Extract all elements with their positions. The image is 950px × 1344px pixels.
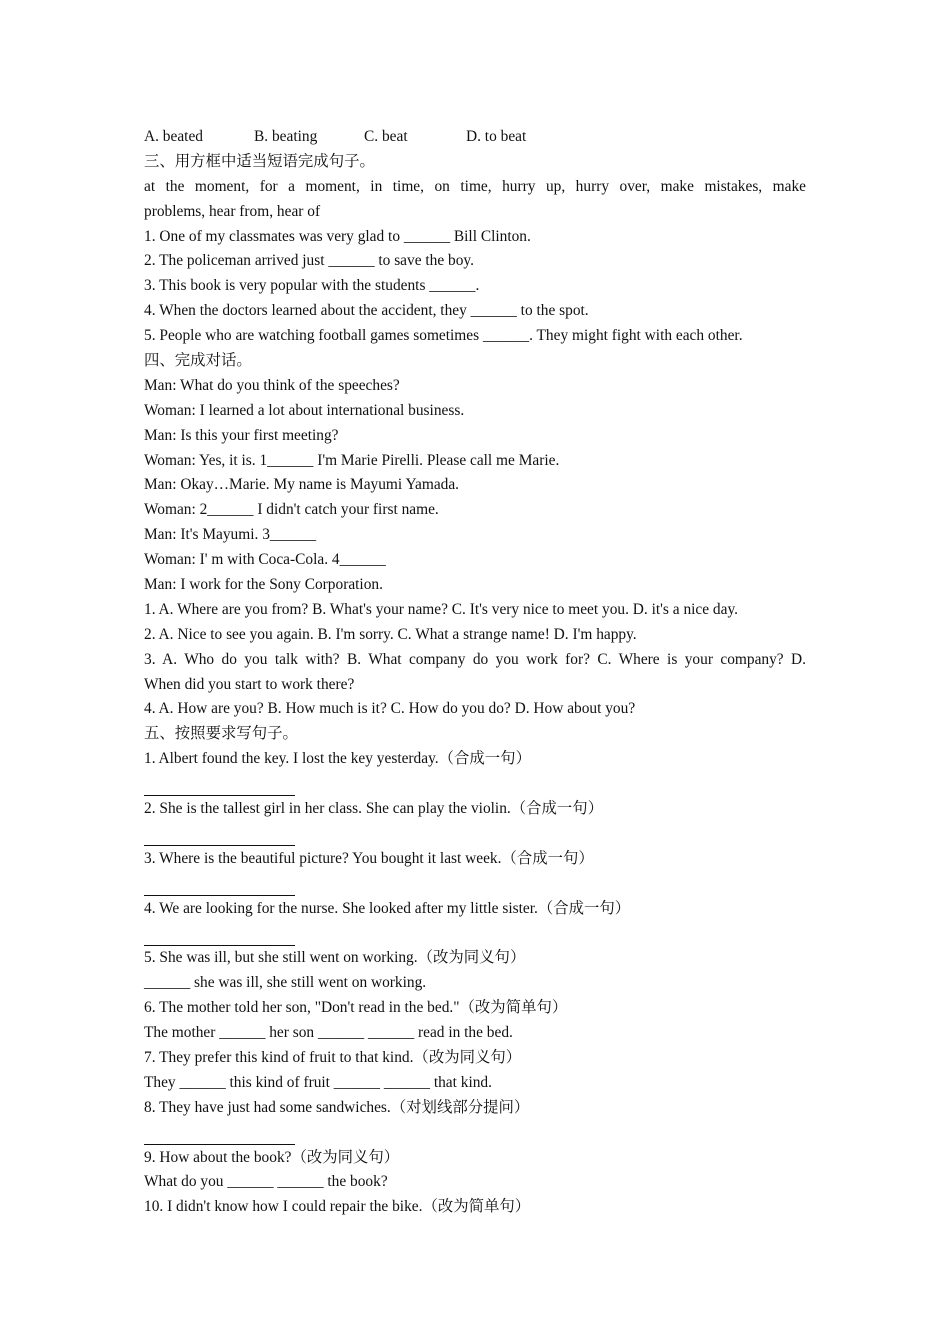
dialogue-line: Woman: 2______ I didn't catch your first name. xyxy=(144,501,439,519)
answer-blank[interactable] xyxy=(144,822,806,847)
phrase-box-line-2: problems, hear from, hear of xyxy=(144,202,321,220)
dialogue-line: Man: Is this your first meeting? xyxy=(144,426,339,444)
answer-underline xyxy=(144,880,295,896)
rewrite-q1: 1. Albert found the key. I lost the key yesterday.（合成一句） xyxy=(144,750,531,768)
answer-underline xyxy=(144,930,295,946)
worksheet-content xyxy=(144,125,806,1220)
option-c: C. beat xyxy=(364,128,408,145)
dialogue-line: Man: Okay…Marie. My name is Mayumi Yamada. xyxy=(144,476,460,494)
option-d: D. to beat xyxy=(466,128,527,145)
dialogue-line: Man: What do you think of the speeches? xyxy=(144,376,400,394)
rewrite-q8: 8. They have just had some sandwiches.（对划线部分提问） xyxy=(144,1098,530,1116)
rewrite-q7-answer: They ______ this kind of fruit ______ ______ that kind. xyxy=(144,1073,492,1091)
rewrite-q5: 5. She was ill, but she still went on working.（改为同义句） xyxy=(144,949,526,967)
answer-blank[interactable] xyxy=(144,872,806,897)
rewrite-q6: 6. The mother told her son, "Don't read in the bed."（改为简单句） xyxy=(144,999,568,1017)
rewrite-q3: 3. Where is the beautiful picture? You bought it last week.（合成一句） xyxy=(144,849,594,867)
rewrite-q9-answer: What do you ______ ______ the book? xyxy=(144,1173,388,1191)
choice-q2: 2. A. Nice to see you again. B. I'm sorry. C. What a strange name! D. I'm happy. xyxy=(144,625,637,643)
answer-underline xyxy=(144,830,295,846)
rewrite-q9: 9. How about the book?（改为同义句） xyxy=(144,1148,400,1166)
answer-blank[interactable] xyxy=(144,1121,806,1146)
section5-heading: 五、按照要求写句子。 xyxy=(144,725,298,743)
rewrite-q6-answer: The mother ______ her son ______ ______ read in the bed. xyxy=(144,1024,513,1042)
dialogue-line: Woman: Yes, it is. 1______ I'm Marie Pirelli. Please call me Marie. xyxy=(144,451,560,469)
rewrite-q10: 10. I didn't know how I could repair the bike.（改为简单句） xyxy=(144,1198,531,1216)
dialogue-line: Woman: I learned a lot about international business. xyxy=(144,401,465,419)
options-line xyxy=(144,125,806,150)
dialogue-line: Woman: I' m with Coca-Cola. 4______ xyxy=(144,551,386,569)
choice-q3-line-2: When did you start to work there? xyxy=(144,675,355,693)
choice-q3-line-1: 3. A. Who do you talk with? B. What company do you work for? C. Where is your company? D. xyxy=(144,650,806,668)
rewrite-q4: 4. We are looking for the nurse. She looked after my little sister.（合成一句） xyxy=(144,899,631,917)
answer-underline xyxy=(144,780,295,796)
section3-item: 1. One of my classmates was very glad to ______ Bill Clinton. xyxy=(144,227,531,245)
section4-heading: 四、完成对话。 xyxy=(144,352,252,370)
option-a: A. beated xyxy=(144,128,203,145)
answer-blank[interactable] xyxy=(144,922,806,947)
section3-item: 2. The policeman arrived just ______ to save the boy. xyxy=(144,252,474,270)
dialogue-line: Man: It's Mayumi. 3______ xyxy=(144,526,317,544)
section3-item: 5. People who are watching football games sometimes ______. They might fight with each other. xyxy=(144,327,743,345)
section3-heading: 三、用方框中适当短语完成句子。 xyxy=(144,152,375,170)
choice-q1: 1. A. Where are you from? B. What's your name? C. It's very nice to meet you. D. it's a nice day. xyxy=(144,600,738,618)
phrase-box-line-1: at the moment, for a moment, in time, on time, hurry up, hurry over, make mistakes, make xyxy=(144,177,806,195)
answer-blank[interactable] xyxy=(144,772,806,797)
rewrite-q2: 2. She is the tallest girl in her class. She can play the violin.（合成一句） xyxy=(144,800,604,818)
answer-underline xyxy=(144,1129,295,1145)
section3-item: 3. This book is very popular with the students ______. xyxy=(144,277,480,295)
dialogue-line: Man: I work for the Sony Corporation. xyxy=(144,576,383,594)
rewrite-q7: 7. They prefer this kind of fruit to that kind.（改为同义句） xyxy=(144,1048,522,1066)
section3-item: 4. When the doctors learned about the accident, they ______ to the spot. xyxy=(144,302,589,320)
choice-q4: 4. A. How are you? B. How much is it? C. How do you do? D. How about you? xyxy=(144,700,636,718)
rewrite-q5-answer: ______ she was ill, she still went on working. xyxy=(144,974,427,992)
option-b: B. beating xyxy=(254,128,318,145)
